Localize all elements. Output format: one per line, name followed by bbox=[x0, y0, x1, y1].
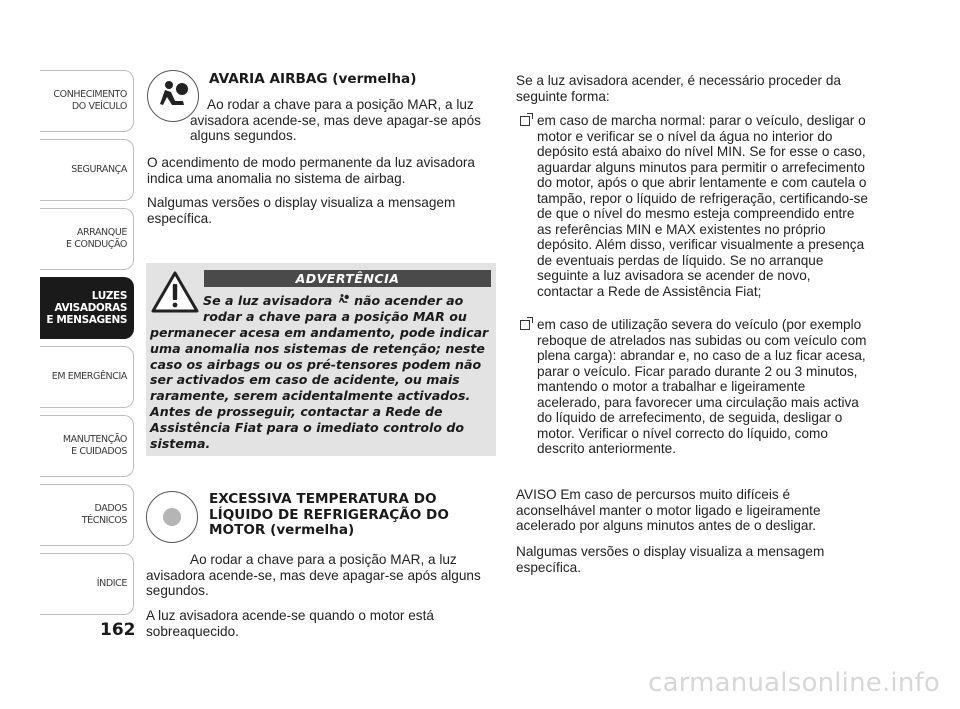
warning-text-first bbox=[203, 293, 493, 325]
warning-text-before-icon: Se a luz avisadora bbox=[203, 293, 333, 308]
warning-text-body: permanecer acesa em andamento, pode indicar uma anomalia nos sistemas de retenção; neste caso os airbags ou os pré-tensores podem não ser activados em caso de acidente, ou mais raramente, serem acidentalmente activados. Antes de prosseguir, contactar a Rede de Assistência Fiat para o imediato controlo do sistema. bbox=[150, 325, 489, 451]
tab-seguranca[interactable]: SEGURANÇA bbox=[40, 139, 134, 201]
page-number: 162 bbox=[100, 620, 136, 640]
procedure-intro: Se a luz avisadora acender, é necessário proceder da seguinte forma: bbox=[516, 73, 841, 104]
coolant-temperature-icon bbox=[146, 491, 198, 543]
tab-indice[interactable]: ÍNDICE bbox=[40, 553, 134, 615]
tab-arranque-e-conducao[interactable]: ARRANQUE E CONDUÇÃO bbox=[40, 208, 134, 270]
display-message-note: Nalgumas versões o display visualiza a mensagem específica. bbox=[516, 544, 825, 575]
tab-manutencao-e-cuidados[interactable]: MANUTENÇÃO E CUIDADOS bbox=[40, 415, 134, 477]
checkbox-bullet-icon bbox=[520, 320, 530, 330]
list-item-text: em caso de marcha normal: parar o veículo, desligar o motor e verificar se o nível da água no interior do depósito está abaixo do nível MIN. Se for esse o caso, aguardar alguns minutos para permitir o arrefecimento do motor, após o que abrir lentamente e com cautela o tampão, repor o líquido de refrigeração, certificando-se de que o nível do mesmo esteja compreendido entre as referências MIN e MAX existentes no próprio depósito. Além disso, verificar visualmente a presença de eventuais perdas de líquido. Se no arranque seguinte a luz avisadora se acender de novo, contactar a Rede de Assistência Fiat; bbox=[537, 113, 868, 299]
tab-em-emergencia[interactable]: EM EMERGÊNCIA bbox=[40, 346, 134, 408]
checkbox-bullet-icon bbox=[520, 116, 530, 126]
airbag-paragraph: Nalgumas versões o display visualiza a mensagem específica. bbox=[147, 195, 456, 226]
tab-conhecimento-do-veiculo[interactable]: CONHECIMENTO DO VEÍCULO bbox=[40, 70, 134, 132]
temperature-title: EXCESSIVA TEMPERATURA DO LÍQUIDO DE REFRIGERAÇÃO DO MOTOR (vermelha) bbox=[209, 491, 449, 538]
aviso-note: AVISO Em caso de percursos muito difíceis é aconselhável manter o motor ligado e ligeiramente acelerado por alguns minutos antes de o desligar. bbox=[516, 487, 821, 533]
list-item-text: em caso de utilização severa do veículo (por exemplo reboque de atrelados nas subidas ou com veículo com plena carga): abrandar e, no caso de a luz ficar acesa, parar o veículo. Ficar parado durante 2 ou 3 minutos, mantendo o motor a trabalhar e ligeiramente acelerado, para favorecer uma circulação mais activa do líquido de arrefecimento, de seguida, desligar o motor. Verificar o nível correcto do líquido, como descrito anteriormente. bbox=[537, 317, 867, 456]
airbag-title: AVARIA AIRBAG (vermelha) bbox=[209, 71, 417, 87]
airbag-intro-text: Ao rodar a chave para a posição MAR, a luz avisadora acende-se, mas deve apagar-se após alguns segundos. bbox=[190, 97, 481, 143]
airbag-paragraph: O acendimento de modo permanente da luz avisadora indica uma anomalia no sistema de airbag. bbox=[147, 155, 475, 186]
watermark: carmanualsonline.info bbox=[648, 668, 940, 698]
temperature-paragraph: A luz avisadora acende-se quando o motor está sobreaquecido. bbox=[146, 608, 434, 639]
airbag-inline-icon bbox=[337, 293, 350, 308]
tab-luzes-avisadoras-e-mensagens[interactable]: LUZES AVISADORAS E MENSAGENS bbox=[40, 277, 134, 339]
warning-triangle-icon bbox=[151, 271, 199, 313]
tab-dados-tecnicos[interactable]: DADOS TÉCNICOS bbox=[40, 484, 134, 546]
temperature-intro-text: Ao rodar a chave para a posição MAR, a luz avisadora acende-se, mas deve apagar-se após alguns segundos. bbox=[146, 552, 481, 598]
warning-text-after-icon: não acender ao rodar a chave para a posição MAR ou bbox=[203, 293, 467, 324]
warning-header: ADVERTÊNCIA bbox=[204, 270, 491, 287]
